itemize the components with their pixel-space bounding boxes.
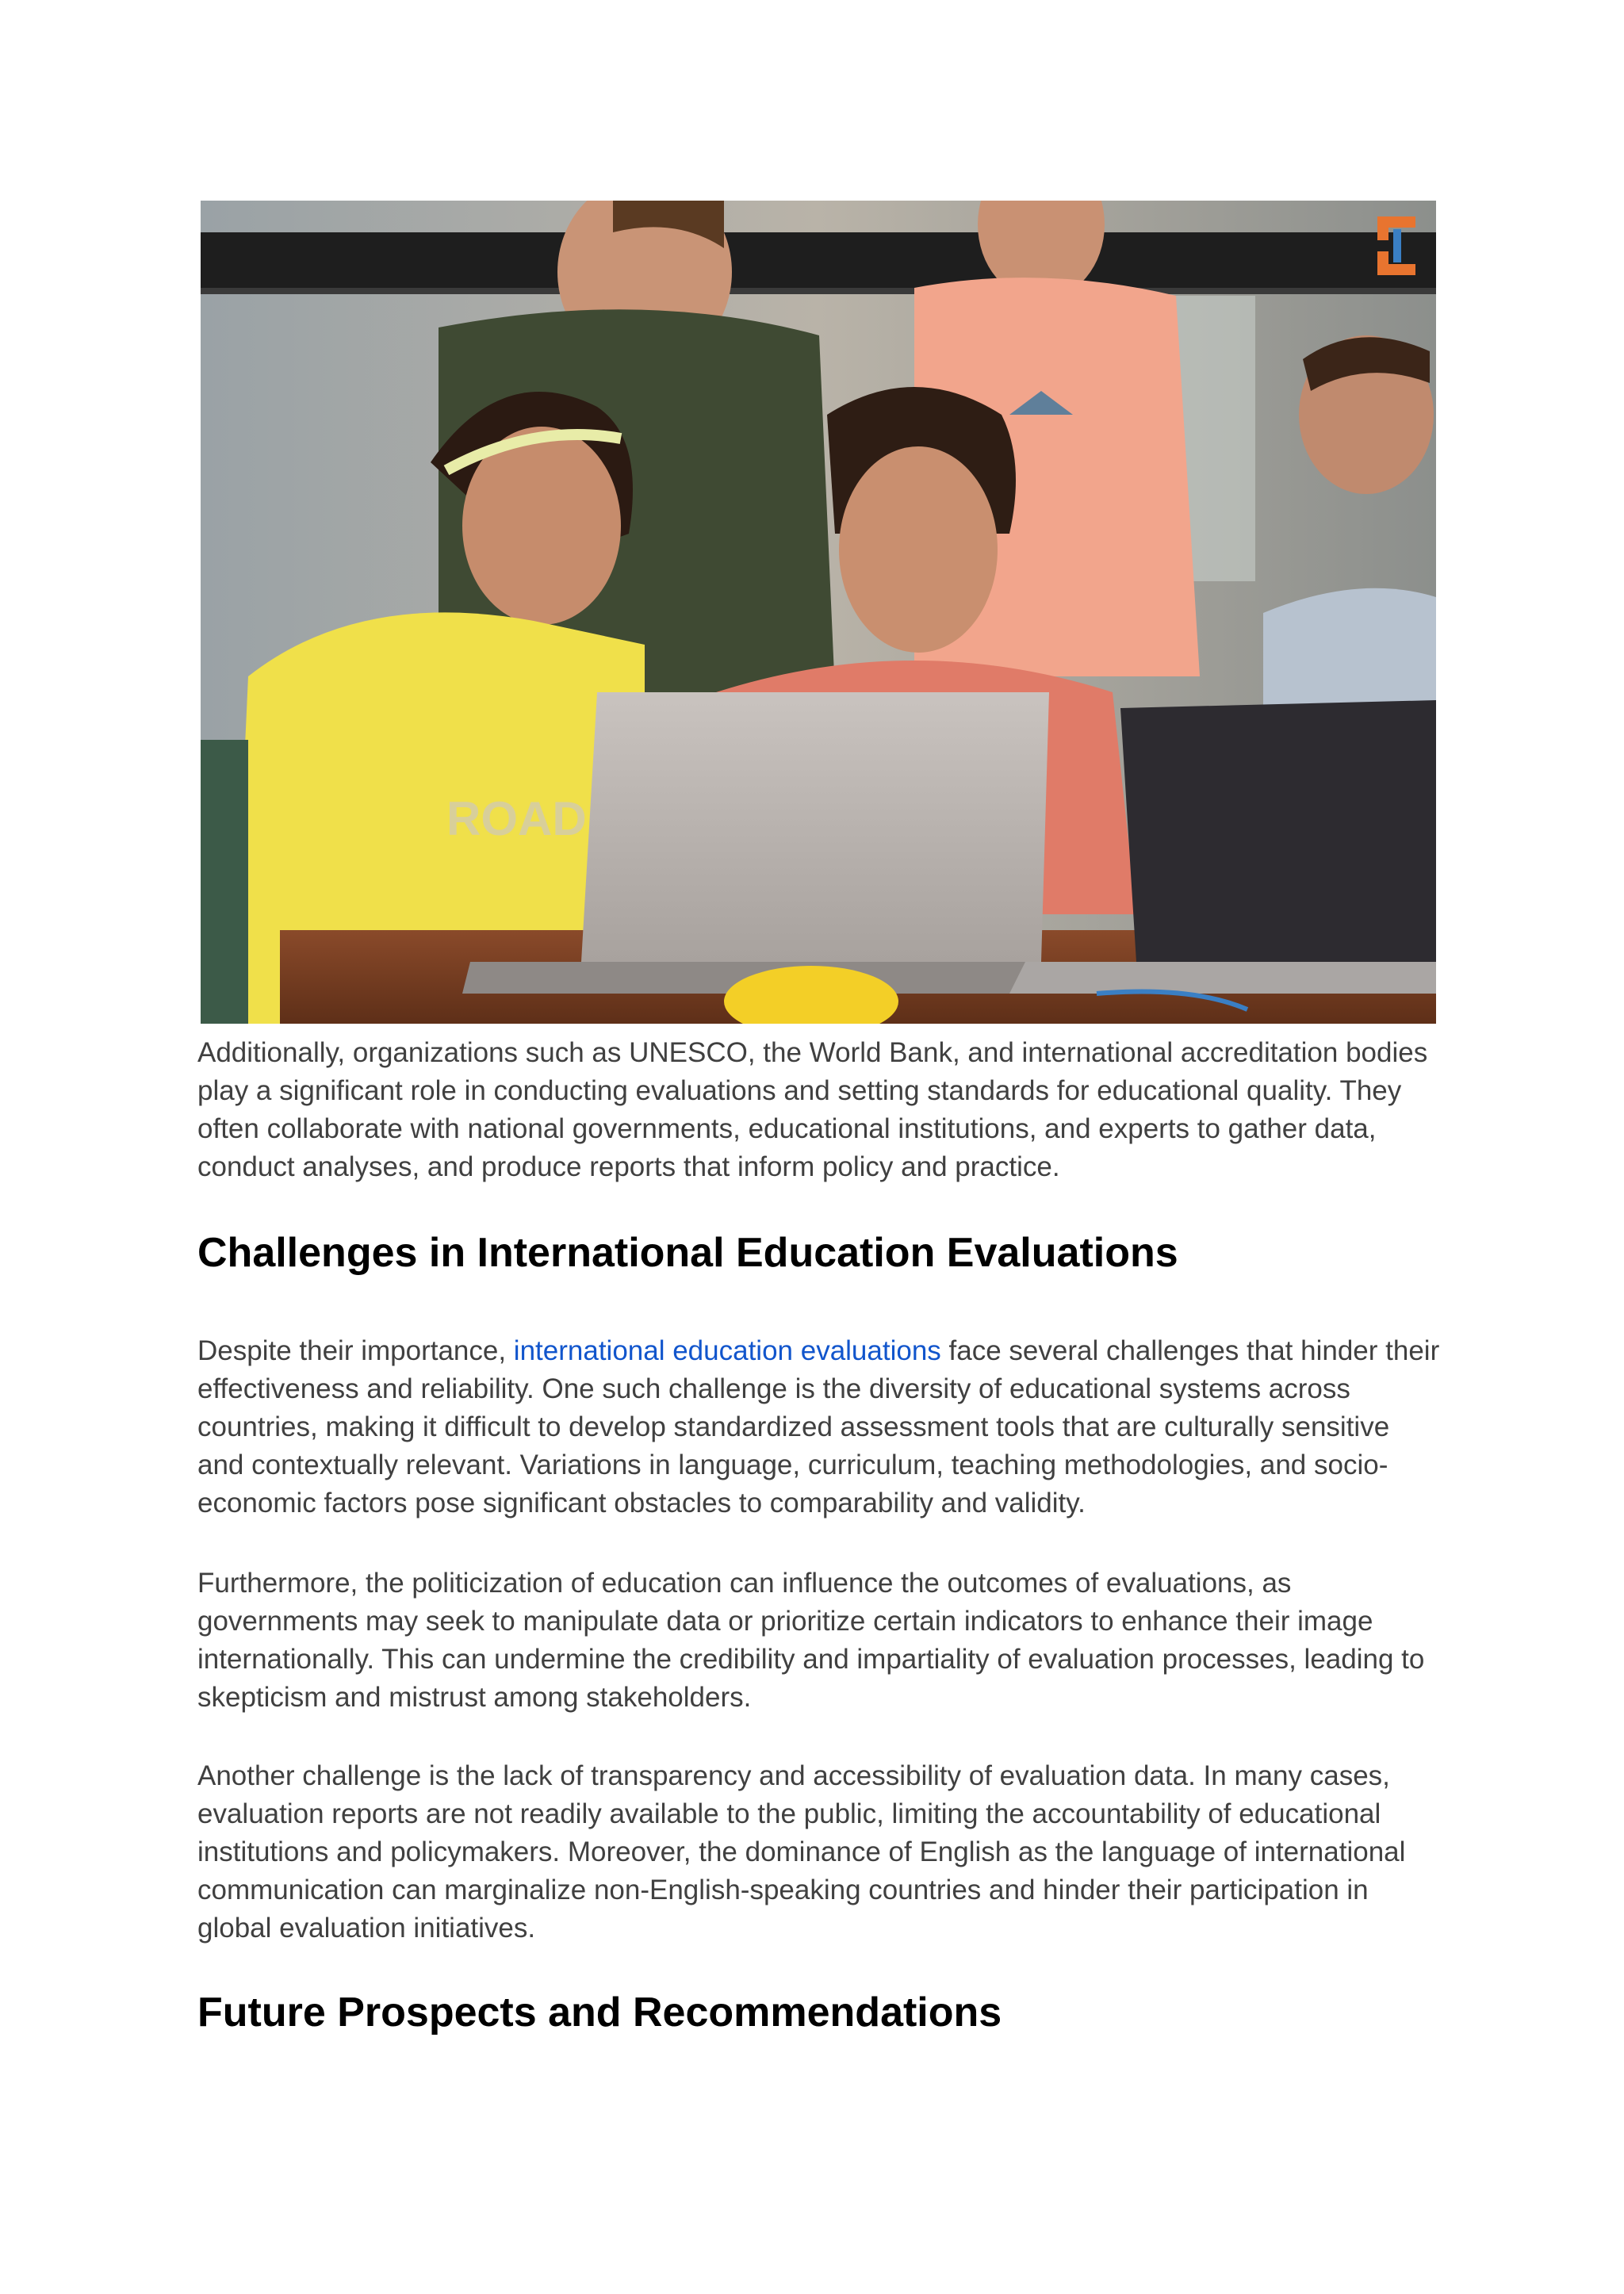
paragraph-text bbox=[197, 1332, 1442, 1522]
heading-future-prospects bbox=[197, 1987, 1442, 2038]
paragraph-organizations bbox=[197, 1034, 1442, 1186]
paragraph-despite bbox=[197, 1332, 1442, 1522]
shirt-print: ROAD bbox=[446, 792, 587, 845]
logo-icon bbox=[1377, 216, 1415, 275]
photo-illustration bbox=[201, 201, 1436, 1024]
heading-challenges bbox=[197, 1227, 1442, 1278]
orange-bracket-logo-icon bbox=[1377, 216, 1415, 275]
text-run: Despite their importance, bbox=[197, 1335, 514, 1366]
students-laptop-photo bbox=[201, 201, 1436, 1024]
paragraph-transparency bbox=[197, 1757, 1442, 1947]
text-run: face several challenges that hinder their effectiveness and reliability. One such challenge is the diversity of educational systems across countries, making it difficult to develop standardized assessment tools that are culturally sensitive and contextually relevant. Variations in language, curriculum, teaching methodologies, and socio-economic factors pose significant obstacles to comparability and validity. bbox=[197, 1335, 1440, 1518]
paragraph-text: Additionally, organizations such as UNESCO, the World Bank, and international accreditation bodies play a significant role in conducting evaluations and setting standards for educational quality. They often collaborate with national governments, educational institutions, and experts to gather data, conduct analyses, and produce reports that inform policy and practice. bbox=[197, 1037, 1428, 1182]
section-heading: Challenges in International Education Evaluations bbox=[197, 1230, 1178, 1276]
paragraph-text: Another challenge is the lack of transparency and accessibility of evaluation data. In many cases, evaluation reports are not readily available to the public, limiting the accountability of educational institutions and policymakers. Moreover, the dominance of English as the language of international communication can marginalize non-English-speaking countries and hinder their participation in global evaluation initiatives. bbox=[197, 1760, 1406, 1944]
paragraph-politicization bbox=[197, 1564, 1442, 1717]
paragraph-text: Furthermore, the politicization of education can influence the outcomes of evaluations, as governments may seek to manipulate data or prioritize certain indicators to enhance their image internationally. This can undermine the credibility and impartiality of evaluation processes, leading to skepticism and mistrust among stakeholders. bbox=[197, 1568, 1425, 1713]
section-heading: Future Prospects and Recommendations bbox=[197, 1990, 1002, 2035]
international-education-evaluations-link[interactable]: international education evaluations bbox=[513, 1335, 941, 1366]
